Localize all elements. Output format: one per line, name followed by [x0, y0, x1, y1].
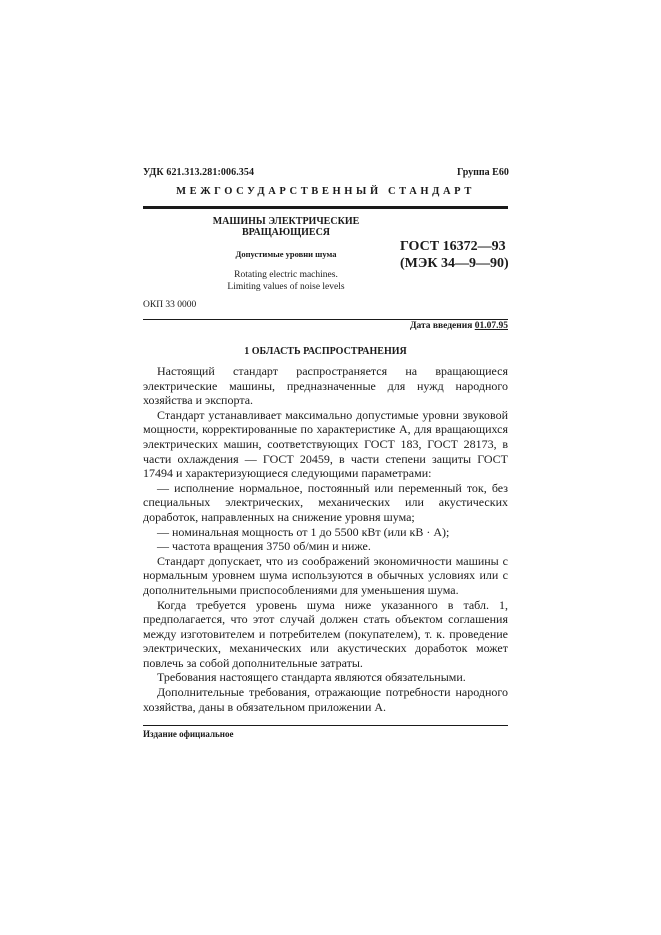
english-title-line-1: Rotating electric machines.	[234, 270, 338, 280]
section-body	[143, 364, 508, 714]
iec-number: (МЭК 34—9—90)	[400, 256, 509, 271]
udk-code: УДК 621.313.281:006.354	[143, 167, 255, 178]
standard-subtitle: Допустимые уровни шума	[235, 249, 337, 259]
title-line-2: ВРАЩАЮЩИЕСЯ	[241, 227, 331, 238]
list-item: — исполнение нормальное, постоянный или переменный ток, без специальных электрических, механических или акустических доработок, направленных на снижение уровня шума;	[143, 480, 508, 524]
header-rule	[143, 206, 508, 209]
paragraph: Стандарт устанавливает максимально допустимые уровни звуковой мощности, корректированные по характеристике А, для вращающихся электрических машин, соответствующих ГОСТ 183, ГОСТ 28173, в части охлаждения — ГОСТ 20459, в части степени защиты ГОСТ 17494 и характеризующиеся следующими параметрами:	[143, 407, 508, 481]
intro-date	[300, 321, 508, 331]
list-item: — номинальная мощность от 1 до 5500 кВт (или кВ · А);	[157, 524, 450, 539]
paragraph: Настоящий стандарт распространяется на вращающиеся электрические машины, предназначенные для нужд народного хозяйства и экспорта.	[143, 364, 508, 408]
footer-rule	[143, 725, 508, 726]
english-title	[196, 269, 376, 293]
standard-title	[196, 216, 376, 238]
paragraph: Стандарт допускает, что из соображений экономичности машины с нормальным уровнем шума используются в обычных условиях или с дополнительными приспособлениями для уменьшения шума.	[143, 553, 508, 597]
official-edition-label: Издание официальное	[143, 729, 234, 739]
paragraph: Дополнительные требования, отражающие потребности народного хозяйства, даны в обязательном приложении А.	[143, 685, 508, 714]
gost-designation	[400, 238, 509, 272]
okp-rule	[143, 319, 508, 320]
list-item: — частота вращения 3750 об/мин и ниже.	[157, 539, 371, 554]
section-heading: 1 ОБЛАСТЬ РАСПРОСТРАНЕНИЯ	[244, 346, 407, 357]
group-code: Группа Е60	[457, 167, 509, 178]
interstate-standard-heading: МЕЖГОСУДАРСТВЕННЫЙ СТАНДАРТ	[176, 186, 475, 197]
gost-number: ГОСТ 16372—93	[400, 239, 506, 254]
okp-code: ОКП 33 0000	[143, 300, 197, 310]
english-title-line-2: Limiting values of noise levels	[227, 282, 345, 292]
paragraph: Требования настоящего стандарта являются обязательными.	[157, 670, 466, 685]
intro-date-value: 01.07.95	[474, 321, 508, 331]
paragraph: Когда требуется уровень шума ниже указанного в табл. 1, предполагается, что этот случай должен стать объектом соглашения между изготовителем и потребителем (покупателем), т. к. проведение электрических, механических или акустических доработок может повлечь за собой дополнительные затраты.	[143, 597, 508, 670]
title-line-1: МАШИНЫ ЭЛЕКТРИЧЕСКИЕ	[212, 216, 360, 227]
intro-date-label: Дата введения	[409, 321, 473, 331]
